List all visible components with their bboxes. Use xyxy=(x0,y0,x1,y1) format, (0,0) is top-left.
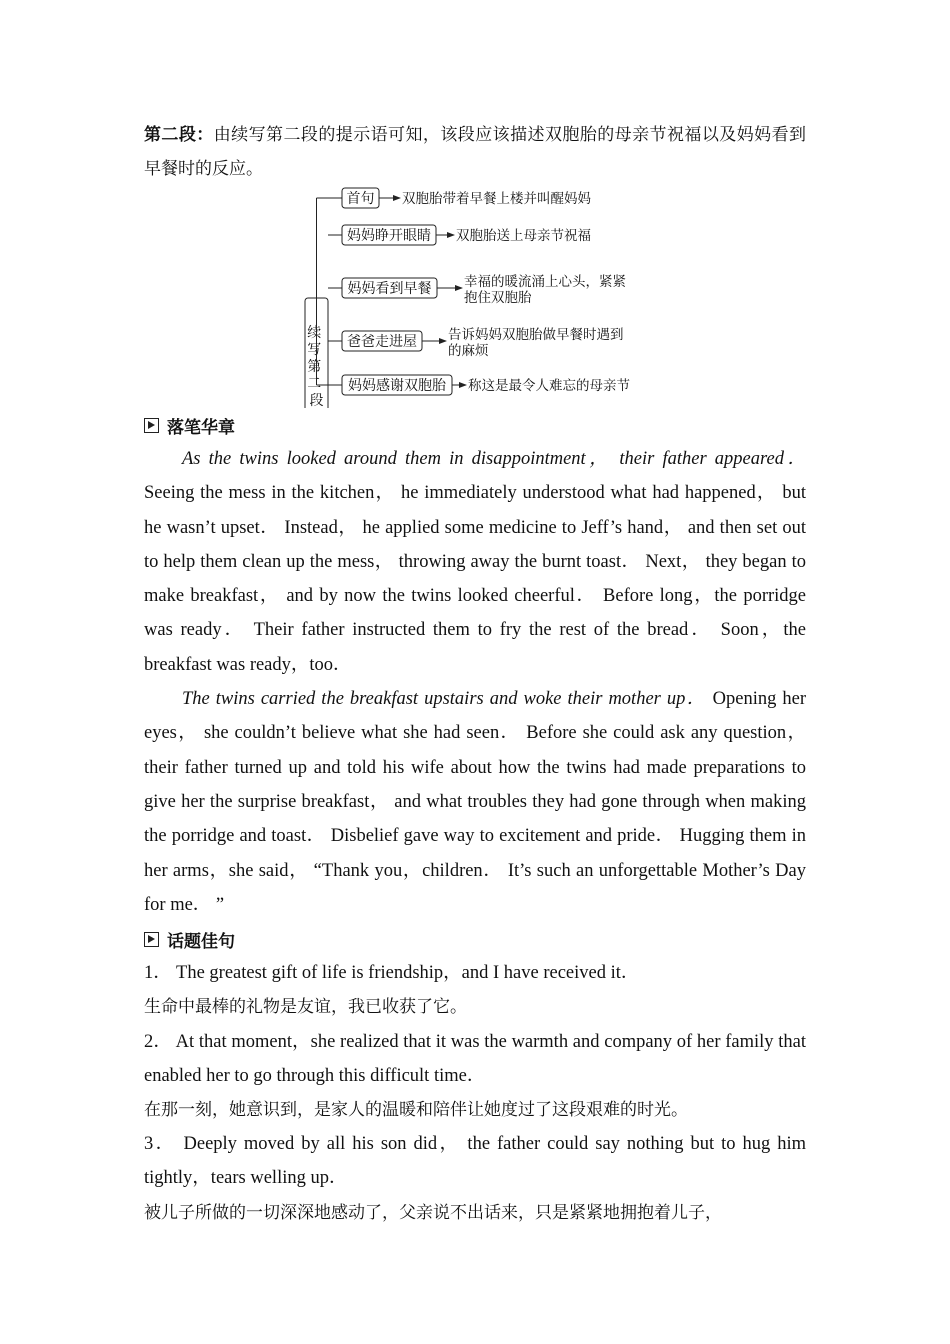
sentence-cn: 被儿子所做的一切深深地感动了，父亲说不出话来，只是紧紧地拥抱着儿子， xyxy=(144,1202,722,1223)
paragraph-body: Seeing the mess in the kitchen， he immediately understood what had happened， but he wasn’t upset． Instead， he applied some medicine to Jeff’s hand， and then set out to help them clean up the mess， throwing away the burnt toast． Next， they began to make breakfast， and by now the twins looked cheerful． Before long，the porridge was ready． Their father instructed them to fry the rest of the bread． Soon，the breakfast was ready，too． xyxy=(144,483,806,675)
sentence-list xyxy=(144,956,806,1230)
intro-label: 第二段： xyxy=(144,125,214,145)
document-page xyxy=(144,118,806,1230)
node-description: 幸福的暖流涌上心头，紧紧 xyxy=(464,274,626,290)
node-label: 妈妈睁开眼睛 xyxy=(347,228,431,244)
prompt-sentence: The twins carried the breakfast upstairs and woke their mother up． xyxy=(182,689,707,710)
model-paragraph-1 xyxy=(144,442,806,682)
outline-diagram xyxy=(144,186,806,408)
diagram-node xyxy=(328,326,624,359)
prompt-sentence: As the twins looked around them in disappointment， their father appeared． xyxy=(182,449,806,469)
node-label: 妈妈感谢双胞胎 xyxy=(348,378,446,394)
diagram-node xyxy=(317,188,592,208)
sentence-en: 3． Deeply moved by all his son did， the father could say nothing but to hug him tightly，tears welling up． xyxy=(144,1134,806,1189)
node-description-cont: 的麻烦 xyxy=(448,343,489,359)
root-label: 续 写 第 二 段 xyxy=(307,325,324,408)
intro-text: 由续写第二段的提示语可知，该段应该描述双胞胎的母亲节祝福以及妈妈看到早餐时的反应。 xyxy=(144,125,807,179)
section-title: 落笔华章 xyxy=(167,417,235,438)
node-description-cont: 抱住双胞胎 xyxy=(464,290,532,306)
play-icon xyxy=(144,418,159,433)
play-icon xyxy=(144,932,159,947)
node-description: 告诉妈妈双胞胎做早餐时遇到 xyxy=(448,327,624,343)
outline-diagram-svg xyxy=(144,186,806,408)
node-label: 首句 xyxy=(346,191,375,207)
sentence-cn: 在那一刻，她意识到，是家人的温暖和陪伴让她度过了这段艰难的时光。 xyxy=(144,1099,688,1120)
section-title: 话题佳句 xyxy=(167,931,235,952)
section-heading-sentences xyxy=(144,922,806,956)
sentence-en: 1． The greatest gift of life is friendship，and I have received it． xyxy=(144,963,640,984)
diagram-node xyxy=(317,375,631,395)
sentence-cn: 生命中最棒的礼物是友谊，我已收获了它。 xyxy=(144,997,467,1018)
node-description: 双胞胎送上母亲节祝福 xyxy=(456,228,591,244)
node-description: 双胞胎带着早餐上楼并叫醒妈妈 xyxy=(402,191,591,207)
intro-paragraph xyxy=(144,118,806,186)
node-description: 称这是最令人难忘的母亲节 xyxy=(468,378,630,394)
model-paragraph-2 xyxy=(144,682,806,922)
paragraph-body: Opening her eyes， she couldn’t believe what she had seen． Before she could ask any question， their father turned up and told his wife about how the twins had made preparations to give her the surprise breakfast， and what troubles they had gone through when making the porridge and toast． Disbelief gave way to excitement and pride． Hugging them in her arms，she said， “Thank you，children． It’s such an unforgettable Mother’s Day for me． ” xyxy=(144,689,806,915)
section-heading-writing xyxy=(144,408,806,442)
node-label: 妈妈看到早餐 xyxy=(347,281,432,297)
sentence-en: 2． At that moment，she realized that it was the warmth and company of her family that enabled her to go through this difficult time． xyxy=(144,1031,806,1086)
diagram-node xyxy=(328,273,626,306)
diagram-node xyxy=(328,225,591,245)
node-label: 爸爸走进屋 xyxy=(347,334,417,350)
